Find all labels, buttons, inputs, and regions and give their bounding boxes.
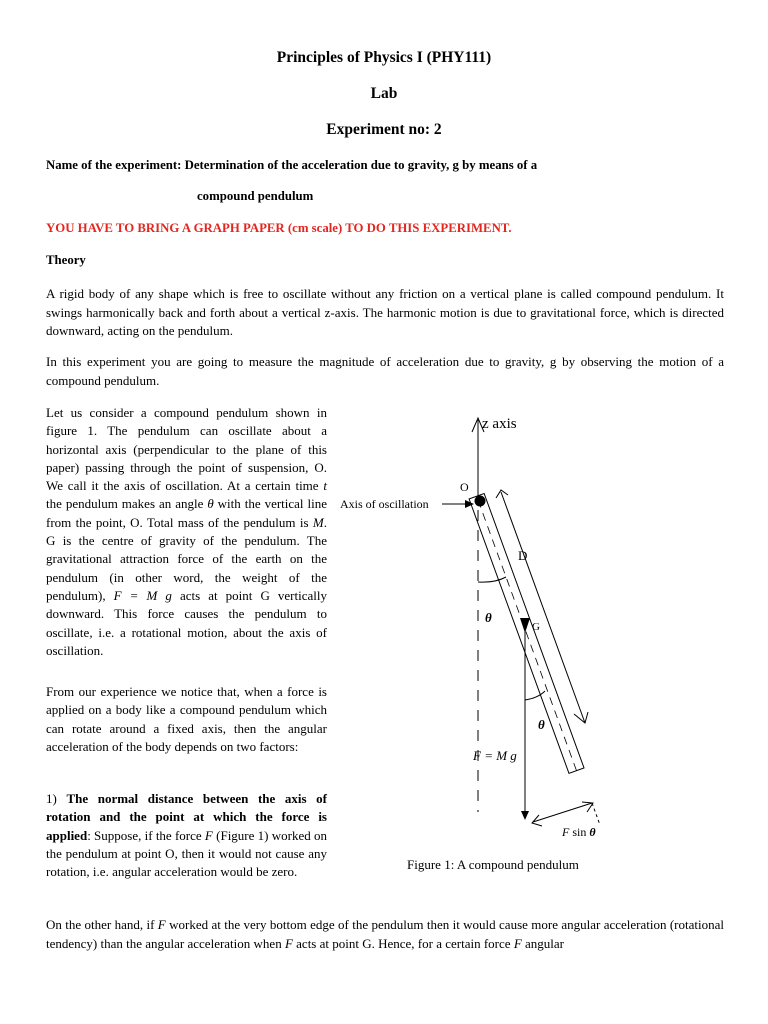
- g-label: G: [532, 621, 540, 633]
- theta-label-bottom: θ: [538, 717, 545, 732]
- theta-arc-top: [478, 577, 506, 582]
- f-sin-theta-label: F sin θ: [562, 825, 596, 839]
- experience-paragraph: From our experience we notice that, when a force is applied on a body like a compound pendulum which can rotate around a fixed axis, then the angular acceleration of the body depends on two factors:: [46, 684, 327, 754]
- axis-of-oscillation-label: Axis of oscillation: [340, 497, 429, 511]
- theory-paragraph-1: A rigid body of any shape which is free to oscillate without any friction on a vertical plane is called compound pendulum. It swings harmonically back and forth about a vertical z-axis. The harmonic motion is due to gravitational force, which is directed downward, acting on the pendulum.: [46, 286, 724, 338]
- d-dimension-line: [501, 492, 585, 723]
- experiment-name-line1: Name of the experiment: Determination of the acceleration due to gravity, g by means of a: [46, 158, 538, 172]
- experiment-name-line2: compound pendulum: [197, 189, 314, 203]
- pendulum-rod: [469, 494, 585, 776]
- f-sin-theta-line: [533, 803, 592, 822]
- weight-formula: F = M g: [113, 587, 172, 603]
- theta-label-top: θ: [485, 610, 492, 625]
- lab-heading: Lab: [370, 85, 398, 102]
- theory-heading: Theory: [46, 253, 86, 267]
- figure-caption: Figure 1: A compound pendulum: [407, 857, 579, 872]
- graph-paper-warning: YOU HAVE TO BRING A GRAPH PAPER (cm scale) TO DO THIS EXPERIMENT.: [46, 221, 512, 235]
- point-o-label: O: [460, 480, 469, 494]
- bottom-paragraph: On the other hand, if F worked at the very bottom edge of the pendulum then it would cause more angular acceleration (rotational tendency) than the angular acceleration when F acts at point G. Hence, for a certain force F angular: [46, 917, 724, 951]
- course-title: Principles of Physics I (PHY111): [276, 49, 492, 66]
- theory-paragraph-2: In this experiment you are going to measure the magnitude of acceleration due to gravity, g by observing the motion of a compound pendulum.: [46, 354, 724, 388]
- experiment-number: Experiment no: 2: [326, 121, 442, 138]
- z-axis-label: z axis: [482, 416, 517, 432]
- compound-pendulum-figure: [330, 400, 750, 850]
- force-label: F = M g: [473, 748, 517, 763]
- d-label: D: [518, 548, 528, 563]
- pivot-point: [475, 496, 486, 507]
- pendulum-description-paragraph: Let us consider a compound pendulum shown in figure 1. The pendulum can oscillate about a horizontal axis (perpendicular to the plane of this paper) passing through the point of suspension, O. We call it the axis of oscillation. At a certain time t the pendulum makes an angle θ with the vertical line from the point, O. Total mass of the pendulum is M. G is the centre of gravity of the pendulum. The gravitational attraction force of the earth on the pendulum (in other word, the weight of the pendulum), F = M g acts at point G vertically downward. This force causes the pendulum to oscillate, i.e. a rotational motion, about the axis of oscillation.: [46, 405, 328, 658]
- factor-one-paragraph: 1) The normal distance between the axis of rotation and the point at which the force is applied: Suppose, if the force F (Figure 1) worked on the pendulum at point O, then it would not cause any rotation, i.e. angular acceleration would be zero.: [46, 791, 327, 880]
